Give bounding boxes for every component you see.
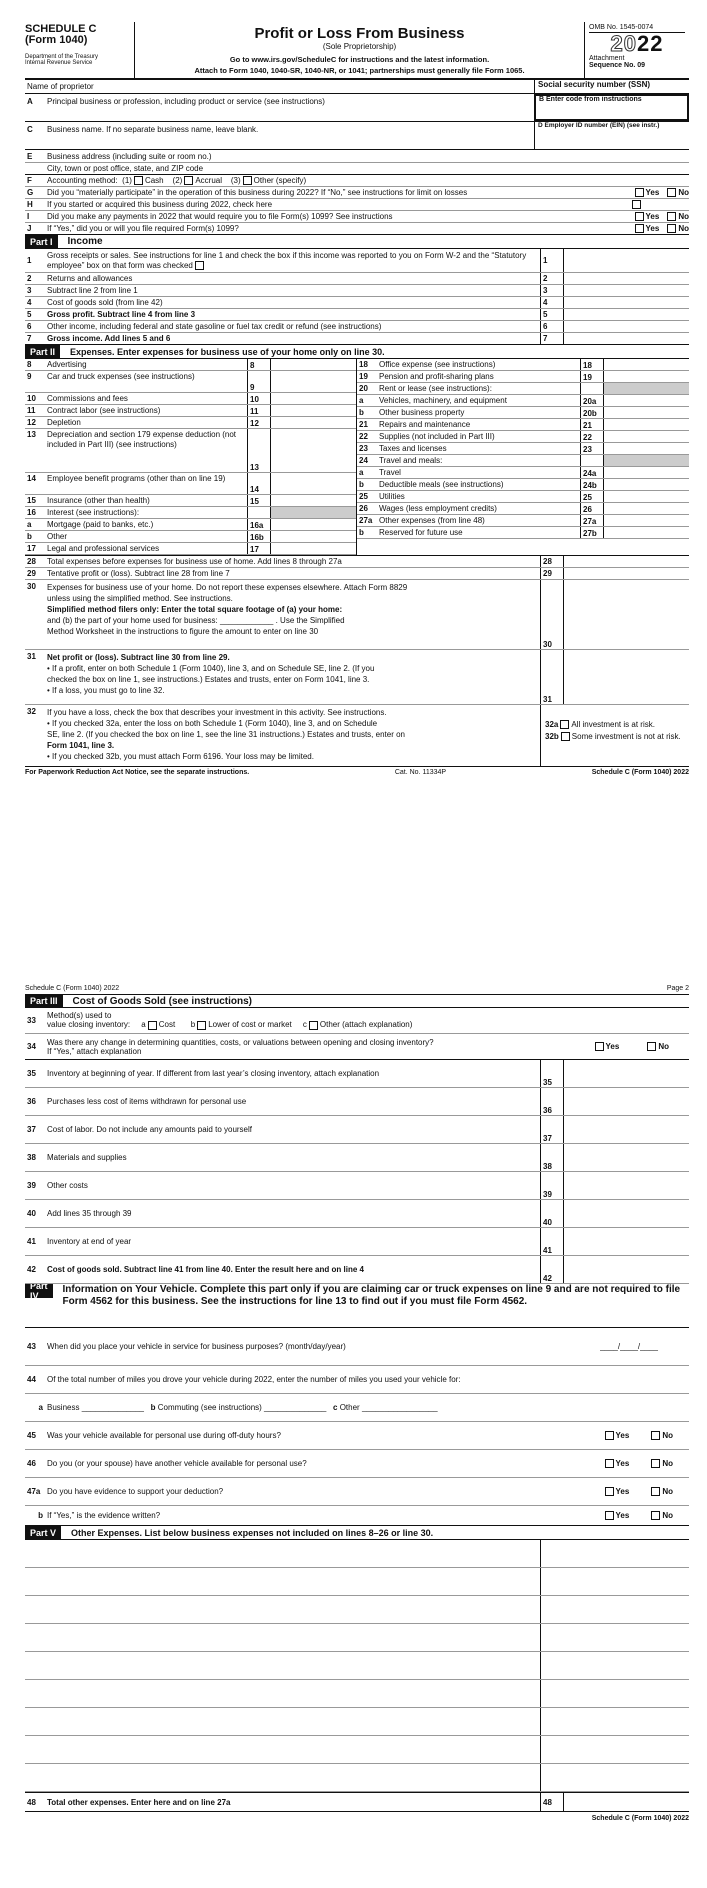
part-2-header: Part II Expenses. Enter expenses for business use of your home only on line 30. [25,345,689,359]
attachment: Attachment [589,55,625,62]
line-5-amount[interactable] [564,309,689,320]
expense-amount[interactable] [271,531,356,542]
45-no-checkbox[interactable] [651,1431,660,1440]
47b-no-checkbox[interactable] [651,1511,660,1520]
expense-amount[interactable] [604,527,689,538]
cogs-lines [25,1060,689,1284]
form-title: Profit or Loss From Business [254,25,465,42]
line-30: Expenses for business use of your home. Do not report these expenses elsewhere. Attach Form 8829 unless using the simplified method. See instructions. Simplified method filers only: Enter the total square footage of (a) your home: and (b) the part of your home used for business: ____________ . Use the Simplified Method Worksheet in the instructions to figure the amount to enter on line 30 [47,583,408,636]
line-31: Net profit or (loss). Subtract line 30 from line 29. • If a profit, enter on both Schedule 1 (Form 1040), line 3, and on Schedule SE, line 2. (If you checked the box on line 1, see instructions.) Estates and trusts, enter on Form 1041, line 3. • If a loss, you must go to line 32. [47,653,375,695]
line-29: Tentative profit or (loss). Subtract line 28 from line 7 [47,569,230,578]
left-row: 13 Depreciation and section 179 expense deduction (not included in Part III) (see instructions) 13 [25,429,356,473]
cogs-row: 37 Cost of labor. Do not include any amounts paid to yourself 37 [25,1116,689,1144]
other-expense-row[interactable] [25,1624,689,1652]
line-e-city[interactable]: City, town or post office, state, and ZIP code [47,164,204,173]
right-row: 18 Office expense (see instructions) 18 [357,359,689,371]
cost-checkbox[interactable] [148,1021,157,1030]
cogs-amount[interactable] [564,1116,689,1143]
46-no-checkbox[interactable] [651,1459,660,1468]
part-5-header: Part V Other Expenses. List below business expenses not included on lines 8–26 or line 30. [25,1526,689,1540]
expense-amount[interactable] [271,429,356,472]
line-4-amount[interactable] [564,297,689,308]
line-47a: Do you have evidence to support your deduction? [47,1487,224,1496]
in-service-date[interactable]: ____/____/____ [600,1342,658,1351]
line-7-amount[interactable] [564,333,689,344]
34-yes-checkbox[interactable] [595,1042,604,1051]
expense-amount[interactable] [604,431,689,442]
other-expense-row[interactable] [25,1568,689,1596]
cogs-row: 40 Add lines 35 through 39 40 [25,1200,689,1228]
other-expense-row[interactable] [25,1596,689,1624]
expense-amount[interactable] [604,515,689,526]
other-expenses-list [25,1540,689,1792]
form-sub: (Form 1040) [25,34,88,46]
i-no-checkbox[interactable] [667,212,676,221]
form-subtitle: (Sole Proprietorship) [322,42,397,51]
other-expense-row[interactable] [25,1708,689,1736]
expense-amount[interactable] [604,443,689,454]
omb-number: OMB No. 1545-0074 [589,24,685,33]
form-header [25,22,689,80]
left-row: 14 Employee benefit programs (other than on line 19) 14 [25,473,356,495]
expense-amount [604,383,689,394]
cogs-row: 41 Inventory at end of year 41 [25,1228,689,1256]
expense-amount[interactable] [271,393,356,404]
right-row: 26 Wages (less employment credits) 26 [357,503,689,515]
line-32: If you have a loss, check the box that describes your investment in this activity. See instructions. • If you checked 32a, enter the loss on both Schedule 1 (Form 1040), line 3, and on Schedule SE, line 2. (If you checked the box on line 1, see the line 31 instructions.) Estates and trusts, enter on Form 1041, line 3. • If you checked 32b, you must attach Form 6196. Your loss may be limited. [47,708,405,761]
line-29-amount[interactable] [564,568,689,579]
expense-amount[interactable] [271,473,356,494]
line-e-address[interactable]: Business address (including suite or room no.) [47,151,212,161]
line-43: When did you place your vehicle in service for business purposes? (month/day/year) [47,1342,346,1351]
page-2-header: Schedule C (Form 1040) 2022 Page 2 [25,985,689,992]
dept: Department of the Treasury [25,54,99,60]
cogs-amount[interactable] [564,1088,689,1115]
line-b-code[interactable]: B Enter code from instructions [534,94,689,121]
right-row: 23 Taxes and licenses 23 [357,443,689,455]
expense-amount[interactable] [604,395,689,406]
34-no-checkbox[interactable] [647,1042,656,1051]
cogs-row: 42 Cost of goods sold. Subtract line 41 from line 40. Enter the result here and on line 4 42 [25,1256,689,1284]
expense-amount[interactable] [271,519,356,530]
cogs-amount[interactable] [564,1144,689,1171]
expense-amount [271,507,356,518]
line-31-amount[interactable] [564,650,689,704]
line-f: Accounting method: (1) Cash (2) Accrual (3) Other (specify) [47,175,307,185]
line-48: Total other expenses. Enter here and on line 27a [47,1797,231,1807]
h-checkbox[interactable] [632,200,641,209]
accrual-checkbox[interactable] [184,176,193,185]
other-expense-row[interactable] [25,1764,689,1792]
46-yes-checkbox[interactable] [605,1459,614,1468]
right-row: 24 Travel and meals: [357,455,689,467]
right-row: 27a Other expenses (from line 48) 27a [357,515,689,527]
expense-amount[interactable] [271,417,356,428]
line-3-amount[interactable] [564,285,689,296]
expense-amount[interactable] [604,359,689,370]
line-48-amount[interactable] [564,1793,689,1811]
expense-amount[interactable] [604,491,689,502]
cogs-row: 36 Purchases less cost of items withdrawn for personal use 36 [25,1088,689,1116]
line-h: If you started or acquired this business during 2022, check here [47,200,273,209]
line-34: Was there any change in determining quantities, costs, or valuations between opening and closing inventory? If “Yes,” attach explanation [47,1037,434,1056]
line-6-amount[interactable] [564,321,689,332]
left-row: 15 Insurance (other than health) 15 [25,495,356,507]
ssn-field[interactable]: Social security number (SSN) [534,80,689,93]
cogs-amount[interactable] [564,1256,689,1283]
part-3-header: Part III Cost of Goods Sold (see instructions) [25,994,689,1008]
form-name: SCHEDULE C [25,23,97,35]
expense-amount[interactable] [604,467,689,478]
i-yes-checkbox[interactable] [635,212,644,221]
form-page-1: SCHEDULE C (Form 1040) Department of the Treasury Internal Revenue Service Profit or Loss From Business (Sole Proprietorship) Go to www.irs.gov/ScheduleC for instructions and the latest information. Attach to Form 1040, 1040-SR, 1040-NR, or 1041; partnerships must generally file Form 1065. OMB No. 1545-0074 2022 Attachment Sequence No. 09 Name of proprietor Social security number (SSN) A Principal business or profession, including product or service (see instructions) B Enter code from instructions C Business name. If no separate business name, leave blank. D Employer ID number (EIN) (see instr.) E Business address (including suite or room no.) City, town or post office, state, and ZIP code F Accounting method: (1) Cash (2) Accrual (3) Other (specify) G Did you “materially participate” in the operation of this business during 2022? If “No,” see instructions for limit on losses Yes No H If you started or acquired this business during 2022, check here I Did you make any payments in 2022 that would require you to file Form(s) 1099? See instructions Yes No J If “Yes,” did you or will you file required Form(s) 1099? Yes No Part I Income 1 Gross receipts or sales. See instructions for line 1 and check the box if this income was reported to you on Form W-2 and the “Statutory employee” box on that form was checked 1 2 Returns and allowances 2 3 Subtract line 2 from line 1 3 4 Cost of goods sold (from line 42) 4 5 Gross profit. Subtract line 4 from line 3 5 6 Other income, including federal and state gasoline or fuel tax credit or refund (see instructions) 6 7 Gross income. Add lines 5 and 6 7 Part II Expenses. Enter expenses for business use of your home only on line 30. 8 Advertising 8 9 Car and truck expenses (see instructions) 9 10 Commissions and fees 10 11 Contract labor (see instructions) 11 12 Depletion 12 13 Depreciation and section 179 expense deduction (not included in Part III) (see instructions) 13 14 Employee benefit programs (other than on line 19) 14 15 Insurance (other than health) 15 16 Interest (see instructions): a Mortgage (paid to banks, etc.) 16a b Other 16b 17 Legal and professional services 17 18 Office expense (see instructions) 18 19 Pension and profit-sharing plans 19 20 Rent or lease (see instructions): a Vehicles, machinery, and equipment 20a b Other business property 20b 21 Repairs and maintenance 21 22 Supplies (not included in Part III) 22 23 Taxes and licenses 23 24 Travel and meals: a Travel 24a b Deductible meals (see instructions) 24b 25 Utilities 25 26 Wages (less employment credits) 26 27a Other expenses (from line 48) 27a b Reserved for future use 27b 28 Total expenses before expenses for business use of home. Add lines 8 through 27a 28 29 Tentative profit or (loss). Subtract line 28 from line 7 29 30 Expenses for business use of your home. Do not report these expenses elsewhere. Attach Form 8829 unless using the simplified method. See instructions. Simplified method filers only: Enter the total square footage of (a) your home: and (b) the part of your home used for business: ____________ . Use the Simplified Method Worksheet in the instructions to figure the amount to enter on line 30 30 31 Net profit or (loss). Subtract line 30 from line 29. • If a profit, enter on both Schedule 1 (Form 1040), line 3, and on Schedule SE, line 2. (If you checked the box on line 1, see instructions.) Estates and trusts, enter on Form 1041, line 3. • If a loss, you must go to line 32. 31 32 If you have a loss, check the box that describes your investment in this activity. See instructions. • If you checked 32a, enter the loss on both Schedule 1 (Form 1040), line 3, and on Schedule SE, line 2. (If you checked the box on line 1, see the line 31 instructions.) Estates and trusts, enter on Form 1041, line 3. • If you checked 32b, you must attach Form 6196. Your loss may be limited. 32a All investment is at risk. 32b Some investment is not at risk. For Paperwork Reduction Act Notice, see the separate instructions. Cat. No. 11334P Schedule C (Form 1040) 2022 [25,22,689,912]
right-row: a Vehicles, machinery, and equipment 20a [357,395,689,407]
expense-amount [604,455,689,466]
cogs-amount[interactable] [564,1060,689,1087]
part-4-header: Part IV Information on Your Vehicle. Complete this part only if you are claiming car or truck expenses on line 9 and are not required to file Form 4562 for this business. See the instructions for line 13 to find out if you must file Form 4562. [25,1284,689,1328]
cogs-row: 35 Inventory at beginning of year. If different from last year’s closing inventory, attach explanation 35 [25,1060,689,1088]
cogs-row: 39 Other costs 39 [25,1172,689,1200]
other-expense-row[interactable] [25,1736,689,1764]
g-no-checkbox[interactable] [667,188,676,197]
45-yes-checkbox[interactable] [605,1431,614,1440]
left-row: a Mortgage (paid to banks, etc.) 16a [25,519,356,531]
line-47b: If “Yes,” is the evidence written? [47,1511,161,1520]
cogs-amount[interactable] [564,1172,689,1199]
expense-amount[interactable] [604,407,689,418]
expense-amount[interactable] [271,405,356,416]
income-lines: 1 Gross receipts or sales. See instructions for line 1 and check the box if this income was reported to you on Form W-2 and the “Statutory employee” box on that form was checked 1 2 Returns and allowances 2 3 Subtract line 2 from line 1 3 4 Cost of goods sold (from line 42) 4 5 Gross profit. Subtract line 4 from line 3 5 6 Other income, including federal and state gasoline or fuel tax credit or refund (see instructions) 6 7 Gross income. Add lines 5 and 6 7 [25,249,689,345]
line-28-amount[interactable] [564,556,689,567]
other-expense-row[interactable] [25,1652,689,1680]
other-inv-checkbox[interactable] [309,1021,318,1030]
left-row: 9 Car and truck expenses (see instructions) 9 [25,371,356,393]
line-d-ein[interactable]: D Employer ID number (EIN) (see instr.) [534,122,689,149]
expenses-right [357,359,689,555]
expense-amount[interactable] [271,495,356,506]
page-1-footer: For Paperwork Reduction Act Notice, see the separate instructions. Cat. No. 11334P Schedule C (Form 1040) 2022 [25,769,689,776]
line-30-amount[interactable] [564,580,689,649]
line-1-amount[interactable] [564,249,689,272]
line-44: Of the total number of miles you drove your vehicle during 2022, enter the number of miles you used your vehicle for: [47,1375,461,1384]
expense-amount[interactable] [604,503,689,514]
other-method-checkbox[interactable] [243,176,252,185]
right-row: 21 Repairs and maintenance 21 [357,419,689,431]
expense-amount[interactable] [604,479,689,490]
g-yes-checkbox[interactable] [635,188,644,197]
left-row: 17 Legal and professional services 17 [25,543,356,555]
cogs-amount[interactable] [564,1200,689,1227]
left-row: 16 Interest (see instructions): [25,507,356,519]
expense-amount[interactable] [604,419,689,430]
j-no-checkbox[interactable] [667,224,676,233]
line-c[interactable]: Business name. If no separate business name, leave blank. [47,125,259,134]
right-row: 25 Utilities 25 [357,491,689,503]
part-1-header: Part I Income [25,235,689,249]
expense-amount[interactable] [271,543,356,554]
47b-yes-checkbox[interactable] [605,1511,614,1520]
right-row: a Travel 24a [357,467,689,479]
cogs-row: 38 Materials and supplies 38 [25,1144,689,1172]
right-row: b Other business property 20b [357,407,689,419]
j-yes-checkbox[interactable] [635,224,644,233]
lower-checkbox[interactable] [197,1021,206,1030]
expense-amount[interactable] [604,371,689,382]
cash-checkbox[interactable] [134,176,143,185]
expenses-left [25,359,357,555]
right-row: 22 Supplies (not included in Part III) 22 [357,431,689,443]
expense-amount[interactable] [271,359,356,370]
expense-amount[interactable] [271,371,356,392]
line-2-amount[interactable] [564,273,689,284]
line-46: Do you (or your spouse) have another vehicle available for personal use? [47,1459,307,1468]
irs: Internal Revenue Service [25,60,93,66]
goto-line: Go to www.irs.gov/ScheduleC for instructions and the latest information. [229,55,490,64]
page-2-footer: Schedule C (Form 1040) 2022 [591,1815,689,1822]
line-g: Did you “materially participate” in the operation of this business during 2022? If “No,” see instructions for limit on losses [47,188,468,197]
form-page-2: Schedule C (Form 1040) 2022 Page 2 Part III Cost of Goods Sold (see instructions) 33 Method(s) used to value closing inventory: a Cost b Lower of cost or market c Other (attach explanation) 34 Was there any change in determining quantities, costs, or valuations between opening and closing inventory? If “Yes,” attach explanation Yes No 35 Inventory at beginning of year. If different from last year’s closing inventory, attach explanation 35 36 Purchases less cost of items withdrawn for personal use 36 37 Cost of labor. Do not include any amounts paid to yourself 37 38 Materials and supplies 38 39 Other costs 39 40 Add lines 35 through 39 40 41 Inventory at end of year 41 42 Cost of goods sold. Subtract line 41 from line 40. Enter the result here and on line 4 42 Part IV Information on Your Vehicle. Complete this part only if you are claiming car or truck expenses on line 9 and are not required to file Form 4562 for this business. See the instructions for line 13 to find out if you must file Form 4562. 43 When did you place your vehicle in service for business purposes? (month/day/year) ____/____/____ 44 Of the total number of miles you drove your vehicle during 2022, enter the number of miles you used your vehicle for: a Business ______________ b Commuting (see instructions) ______________ c Other _________________ 45 Was your vehicle available for personal use during off-duty hours? Yes No 46 Do you (or your spouse) have another vehicle available for personal use? Yes No 47a Do you have evidence to support your deduction? Yes No b If “Yes,” is the evidence written? Yes No Part V Other Expenses. List below business expenses not included on lines 8–26 or line 30. 48 Total other expenses. Enter here and on line 27a 48 Schedule C (Form 1040) 2022 [25,985,689,1880]
left-row: 11 Contract labor (see instructions) 11 [25,405,356,417]
line-45: Was your vehicle available for personal use during off-duty hours? [47,1431,281,1440]
name-label: Name of proprietor [27,82,94,91]
other-expense-row[interactable] [25,1680,689,1708]
line-i: Did you make any payments in 2022 that would require you to file Form(s) 1099? See instructions [47,212,393,221]
32b-checkbox[interactable] [561,732,570,741]
right-row: b Deductible meals (see instructions) 24b [357,479,689,491]
47a-no-checkbox[interactable] [651,1487,660,1496]
right-row: 20 Rent or lease (see instructions): [357,383,689,395]
line-32-options: 32a All investment is at risk. 32b Some investment is not at risk. [540,705,689,766]
line-a[interactable]: Principal business or profession, including product or service (see instructions) [47,97,325,106]
left-row: b Other 16b [25,531,356,543]
left-row: 8 Advertising 8 [25,359,356,371]
left-row: 10 Commissions and fees 10 [25,393,356,405]
line-33: Method(s) used to value closing inventory: a Cost b Lower of cost or market c Other (attach explanation) [47,1011,413,1030]
line-28: Total expenses before expenses for business use of home. Add lines 8 through 27a [47,557,342,566]
line-44-miles[interactable]: Business ______________ b Commuting (see instructions) ______________ c Other _________________ [47,1403,438,1412]
left-row: 12 Depletion 12 [25,417,356,429]
statutory-checkbox[interactable] [195,261,204,270]
line-j: If “Yes,” did you or will you file required Form(s) 1099? [47,224,239,233]
32a-checkbox[interactable] [560,720,569,729]
47a-yes-checkbox[interactable] [605,1487,614,1496]
right-row: 19 Pension and profit-sharing plans 19 [357,371,689,383]
other-expense-row[interactable] [25,1540,689,1568]
attach-line: Attach to Form 1040, 1040-SR, 1040-NR, or 1041; partnerships must generally file Form 1065. [194,66,525,75]
tax-year: 2022 [610,31,664,56]
sequence-no: Sequence No. 09 [589,62,646,69]
cogs-amount[interactable] [564,1228,689,1255]
right-row: b Reserved for future use 27b [357,527,689,539]
